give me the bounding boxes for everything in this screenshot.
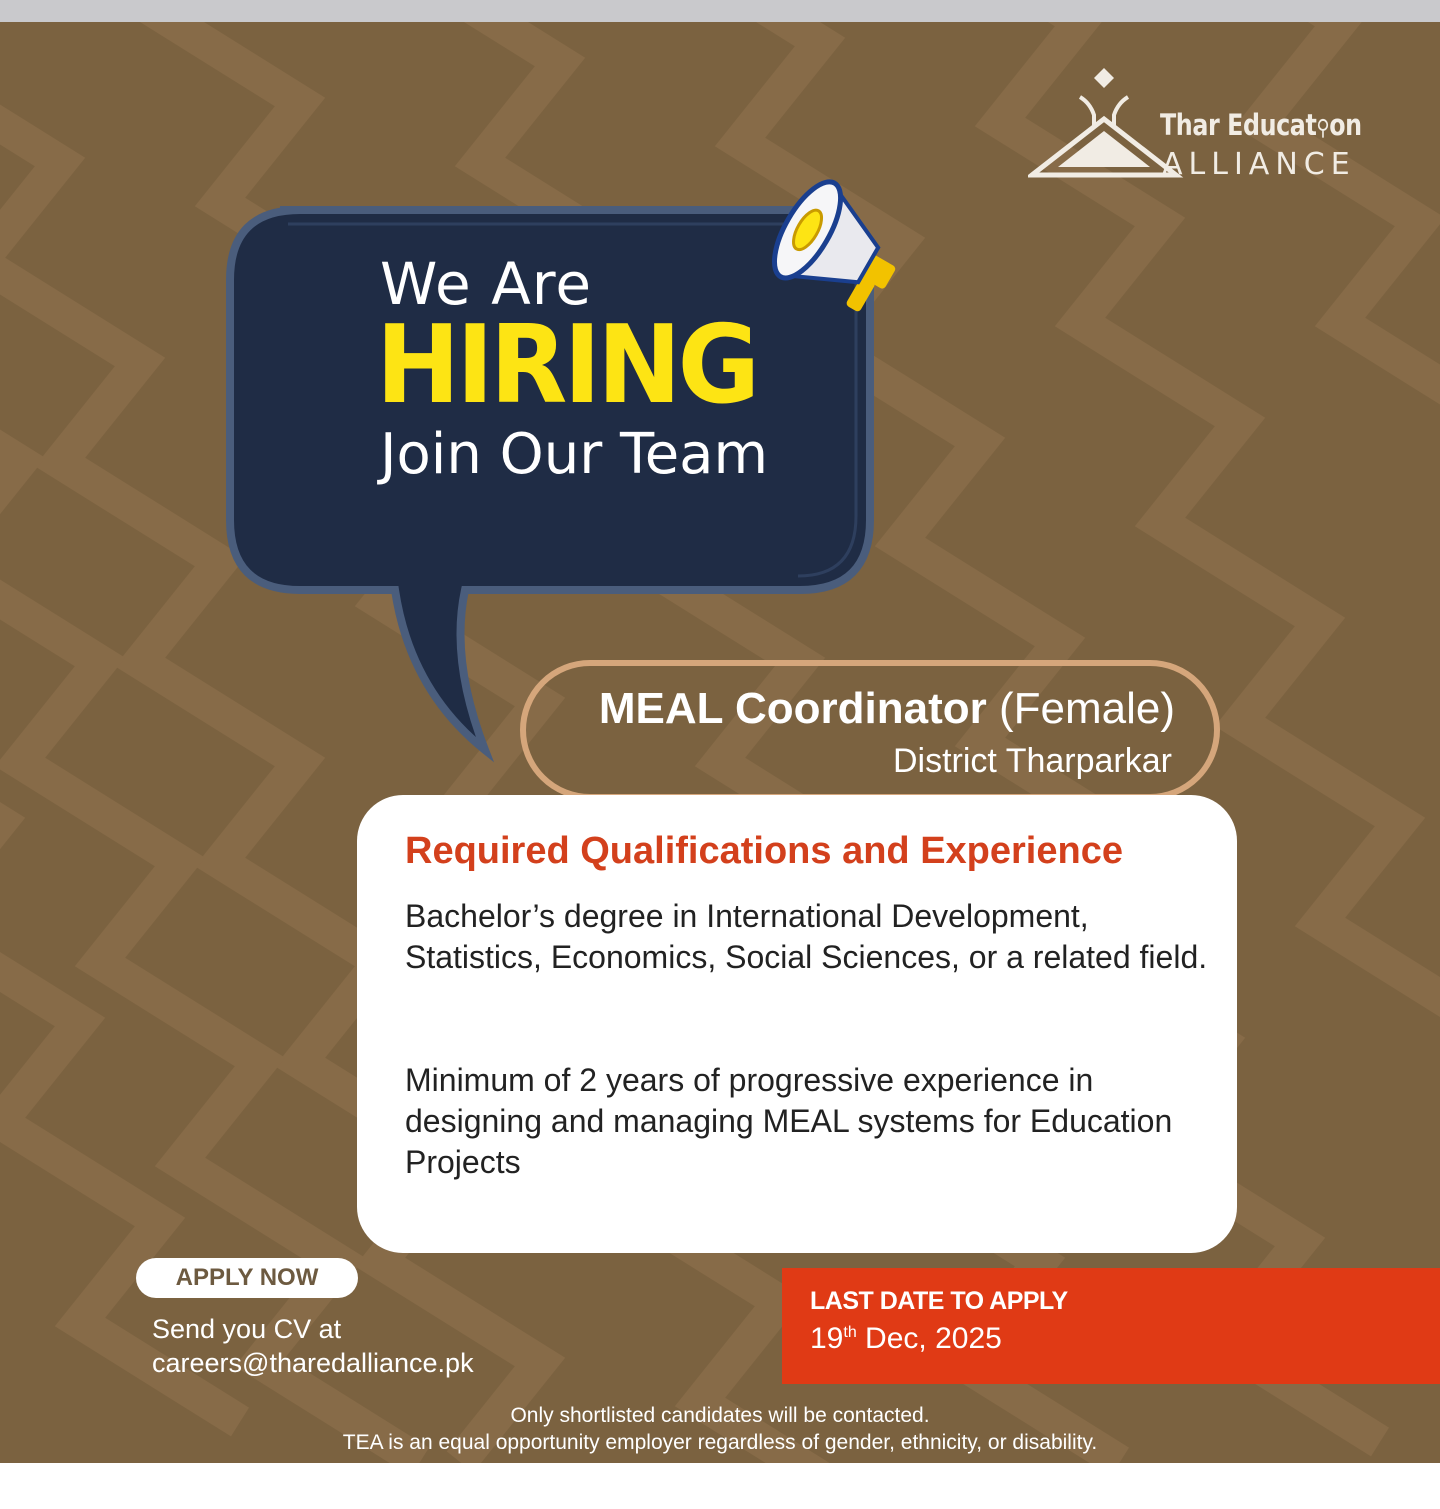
headline-we-are: We Are — [380, 250, 593, 318]
deadline-label: LAST DATE TO APPLY — [810, 1287, 1068, 1315]
logo-text-line2: ALLIANCE — [1162, 147, 1356, 182]
headline-hiring: HIRING — [376, 303, 757, 428]
careers-email[interactable]: careers@tharedalliance.pk — [152, 1348, 474, 1378]
send-cv-text — [152, 1312, 474, 1380]
position-district: District Tharparkar — [893, 742, 1172, 780]
logo-text-line1: Thar Educat⚲on — [1160, 108, 1362, 142]
qualification-experience: Minimum of 2 years of progressive experience in designing and managing MEAL systems for Education Projects — [405, 1062, 1173, 1180]
qualification-education: Bachelor’s degree in International Development, Statistics, Economics, Social Sciences, or a related field. — [405, 898, 1208, 975]
headline-join-our-team: Join Our Team — [380, 422, 769, 487]
apply-now-button[interactable]: APPLY NOW — [136, 1258, 358, 1298]
megaphone-icon — [760, 170, 930, 340]
footer-note-shortlisted: Only shortlisted candidates will be contacted. — [510, 1404, 930, 1427]
footer-note-equal-opportunity: TEA is an equal opportunity employer regardless of gender, ethnicity, or disability. — [342, 1431, 1098, 1454]
top-status-bar — [0, 0, 1440, 22]
position-title: MEAL Coordinator (Female) — [598, 684, 1175, 733]
pen-nib-icon: ⚲ — [1316, 116, 1330, 141]
send-cv-line: Send you CV at — [152, 1314, 342, 1344]
bottom-margin — [0, 1463, 1440, 1509]
deadline-date: 19th Dec, 2025 — [810, 1322, 1002, 1355]
qualifications-heading: Required Qualifications and Experience — [405, 830, 1123, 872]
